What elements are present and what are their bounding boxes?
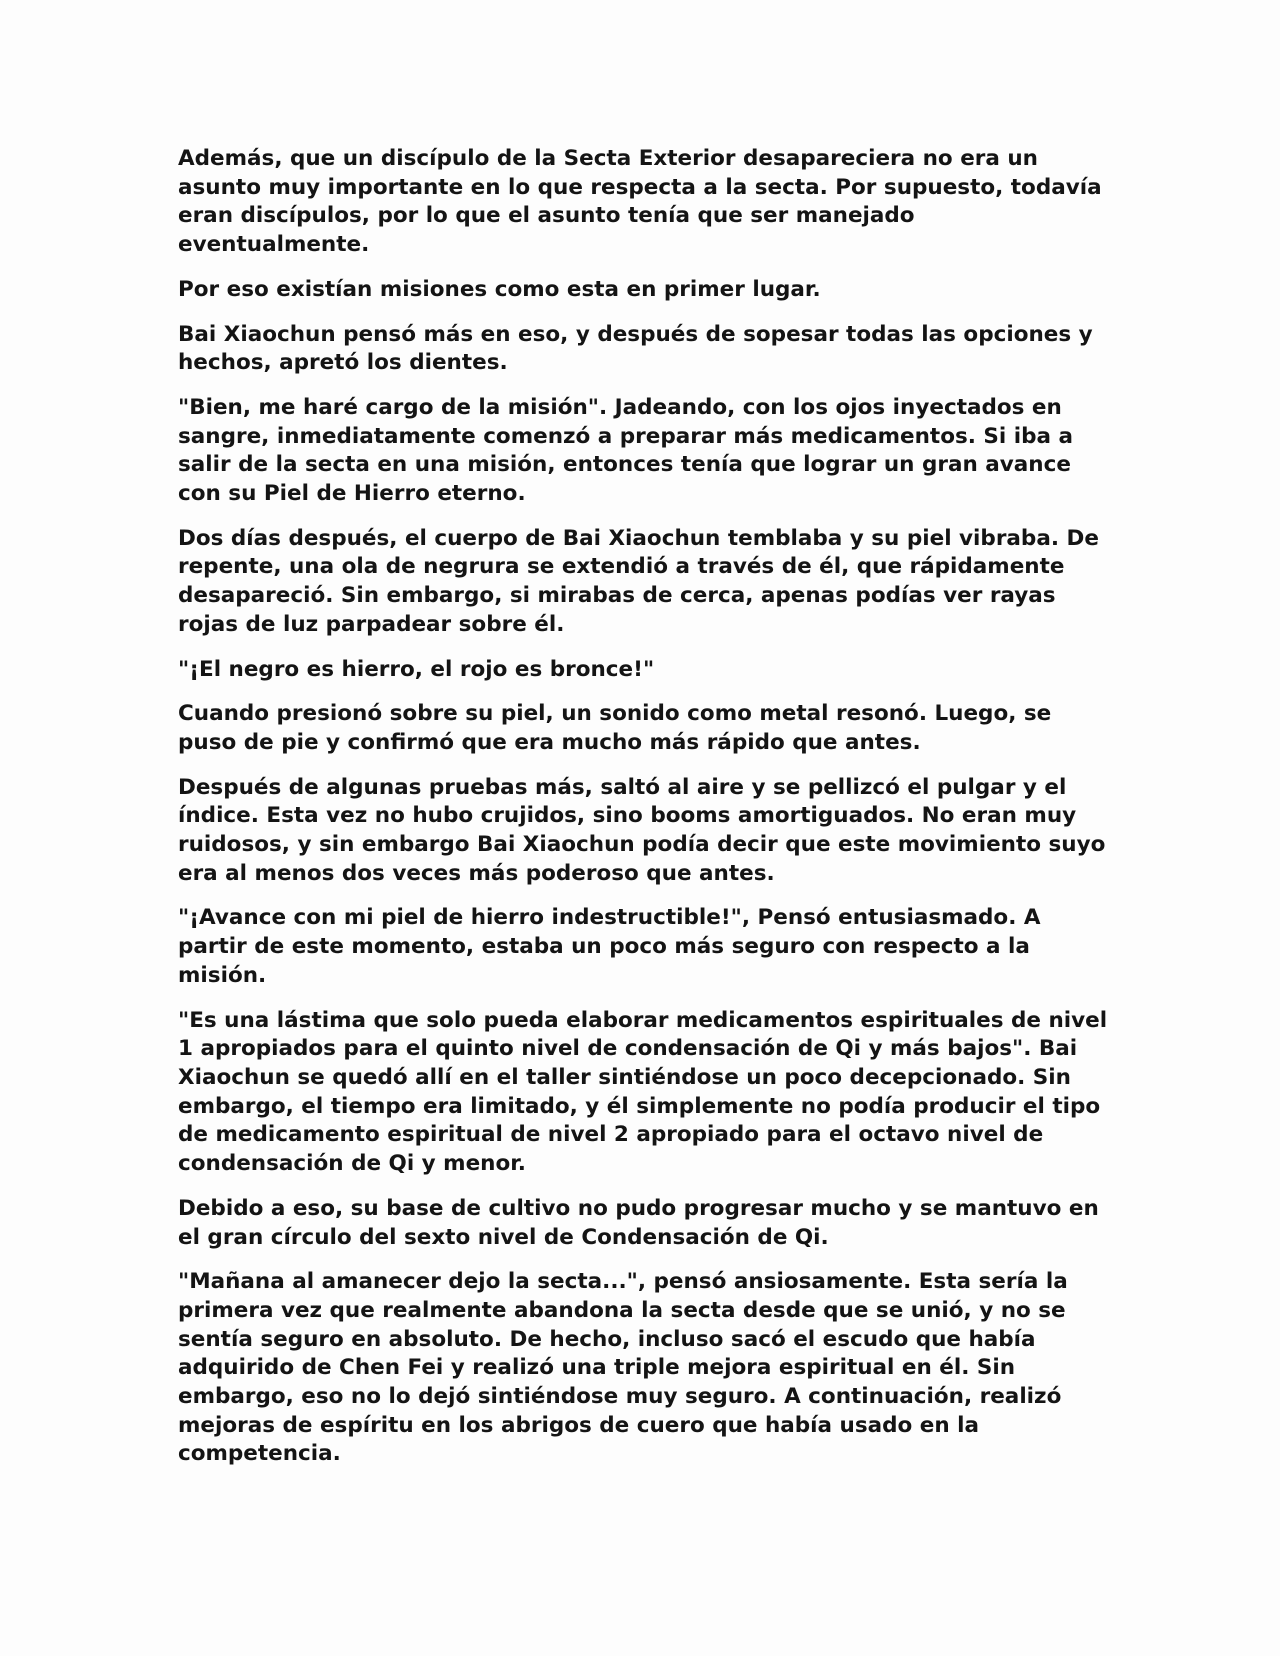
document-page <box>178 145 1113 1485</box>
paragraph-5: Dos días después, el cuerpo de Bai Xiaochun temblaba y su piel vibraba. De repente, una ola de negrura se extendió a través de él, que rápidamente desapareció. Sin embargo, si mirabas de cerca, apenas podías ver rayas rojas de luz parpadear sobre él. <box>178 525 1099 637</box>
paragraph-1: Además, que un discípulo de la Secta Exterior desapareciera no era un asunto muy importante en lo que respecta a la secta. Por supuesto, todavía eran discípulos, por lo que el asunto tenía que ser manejado eventualmente. <box>178 146 1102 258</box>
paragraph-2: Por eso existían misiones como esta en primer lugar. <box>178 276 821 302</box>
paragraph-7: Cuando presionó sobre su piel, un sonido como metal resonó. Luego, se puso de pie y confirmó que era mucho más rápido que antes. <box>178 701 1052 755</box>
paragraph-3: Bai Xiaochun pensó más en eso, y después de sopesar todas las opciones y hechos, apretó los dientes. <box>178 321 1093 376</box>
paragraph-6: "¡El negro es hierro, el rojo es bronce!" <box>178 656 655 682</box>
paragraph-4: "Bien, me haré cargo de la misión". Jadeando, con los ojos inyectados en sangre, inmediatamente comenzó a preparar más medicamentos. Si iba a salir de la secta en una misión, entonces tenía que lograr un gran avance con su Piel de Hierro eterno. <box>178 394 1074 507</box>
paragraph-8: Después de algunas pruebas más, saltó al aire y se pellizcó el pulgar y el índice. Esta vez no hubo crujidos, sino booms amortiguados. No eran muy ruidosos, y sin embargo Bai Xiaochun podía decir que este movimiento suyo era al menos dos veces más poderoso que antes. <box>178 774 1106 886</box>
paragraph-10: "Es una lástima que solo pueda elaborar medicamentos espirituales de nivel 1 apropiados para el quinto nivel de condensación de Qi y más bajos". Bai Xiaochun se quedó allí en el taller sintiéndose un poco decepcionado. Sin embargo, el tiempo era limitado, y él simplemente no podía producir el tipo de medicamento espiritual de nivel 2 apropiado para el octavo nivel de condensación de Qi y menor. <box>178 1007 1108 1177</box>
paragraph-11: Debido a eso, su base de cultivo no pudo progresar mucho y se mantuvo en el gran círculo del sexto nivel de Condensación de Qi. <box>178 1195 1099 1250</box>
paragraph-9: "¡Avance con mi piel de hierro indestructible!", Pensó entusiasmado. A partir de este momento, estaba un poco más seguro con respecto a la misión. <box>178 905 1041 988</box>
paragraph-12: "Mañana al amanecer dejo la secta...", pensó ansiosamente. Esta sería la primera vez que realmente abandona la secta desde que se unió, y no se sentía seguro en absoluto. De hecho, incluso sacó el escudo que había adquirido de Chen Fei y realizó una triple mejora espiritual en él. Sin embargo, eso no lo dejó sintiéndose muy seguro. A continuación, realizó mejoras de espíritu en los abrigos de cuero que había usado en la competencia. <box>178 1269 1068 1467</box>
